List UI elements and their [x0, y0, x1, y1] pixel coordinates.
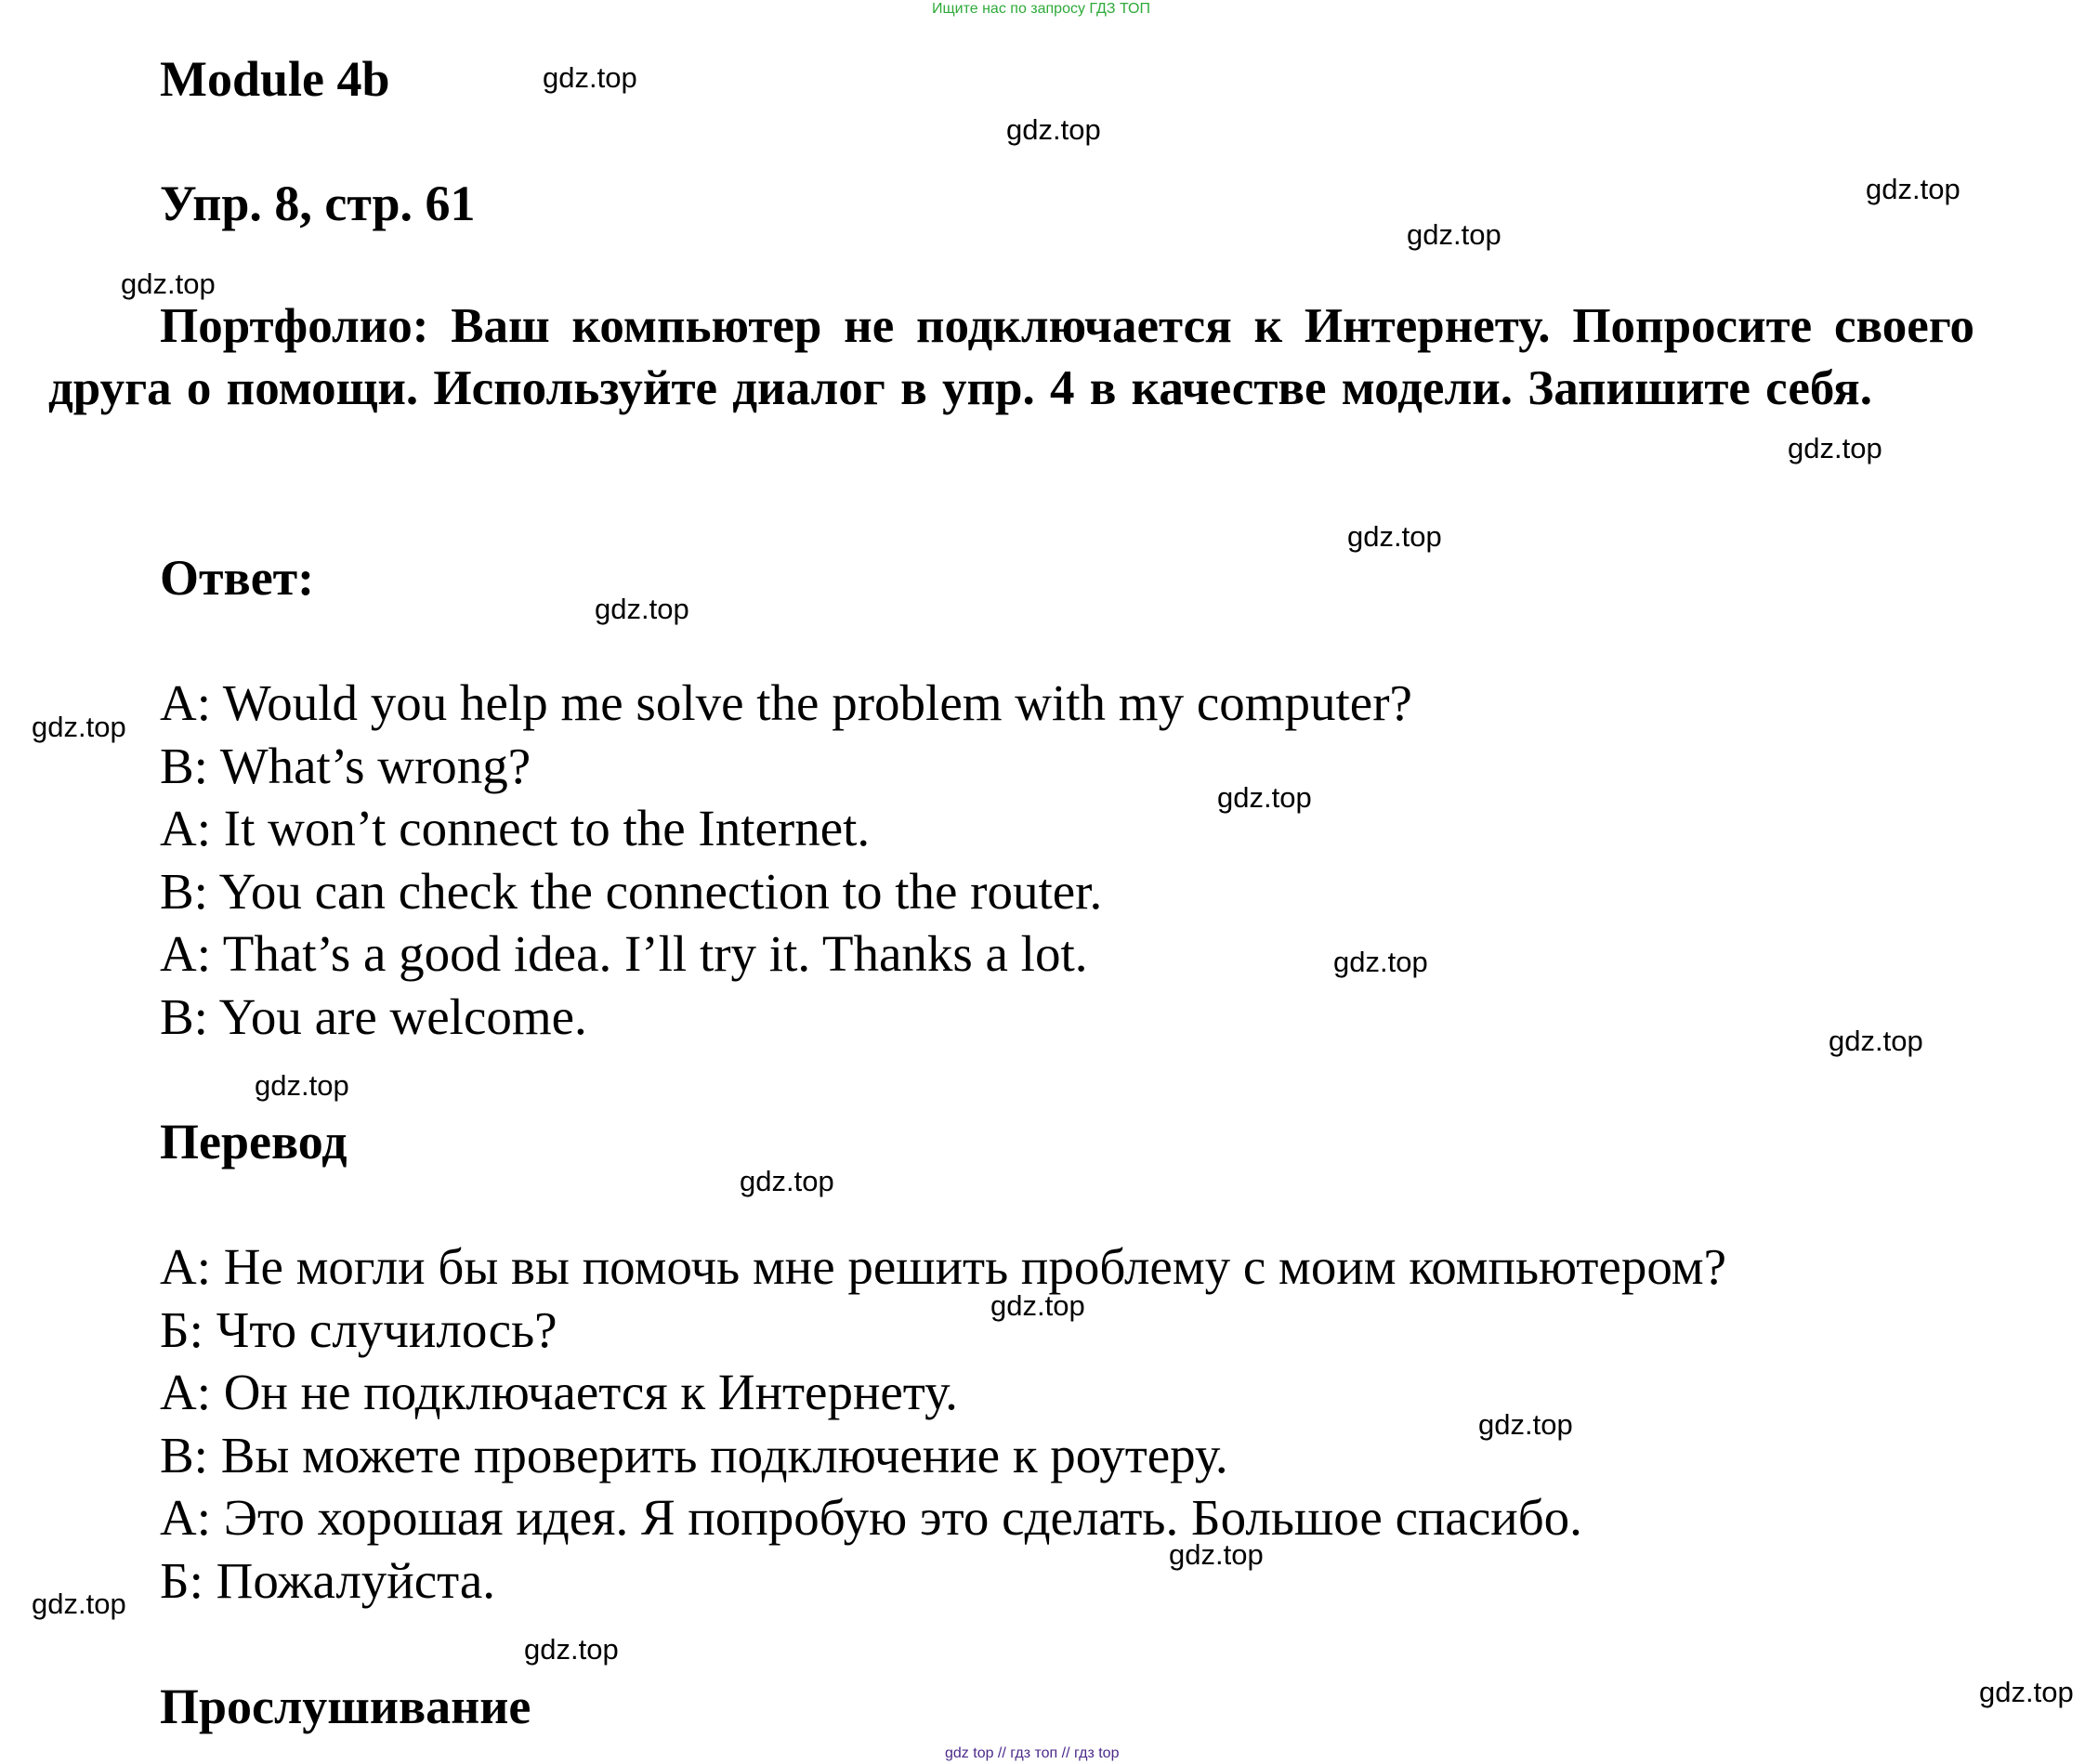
- watermark: gdz.top: [1169, 1538, 1264, 1571]
- dialog-line: В: Вы можете проверить подключение к роутеру.: [160, 1426, 1228, 1483]
- watermark: gdz.top: [1866, 173, 1960, 205]
- answer-heading: Ответ:: [160, 550, 315, 606]
- dialog-line: B: You can check the connection to the router.: [160, 862, 1103, 920]
- watermark: gdz.top: [1333, 946, 1428, 978]
- dialog-line: А: Он не подключается к Интернету.: [160, 1364, 958, 1420]
- dialog-line: Б: Пожалуйста.: [160, 1551, 496, 1609]
- listening-heading: Прослушивание: [160, 1679, 531, 1734]
- watermark: gdz.top: [1006, 113, 1101, 146]
- module-title: Module 4b: [160, 51, 390, 107]
- watermark: gdz.top: [1478, 1408, 1573, 1441]
- watermark: gdz.top: [1788, 432, 1882, 464]
- dialog-line: А: Это хорошая идея. Я попробую это сделать. Большое спасибо.: [160, 1489, 1582, 1546]
- watermark: gdz.top: [1979, 1676, 2074, 1708]
- dialog-line: B: What’s wrong?: [160, 737, 531, 794]
- watermark: gdz.top: [32, 711, 126, 743]
- task-statement: Портфолио: Ваш компьютер не подключается к Интернету. Попросите своего друга о помощи. Используйте диалог в упр. 4 в качестве модели. Запишите себя.: [48, 299, 1974, 415]
- translation-heading: Перевод: [160, 1114, 347, 1169]
- dialog-line: B: You are welcome.: [160, 987, 587, 1045]
- watermark: gdz.top: [1347, 520, 1442, 553]
- watermark: gdz.top: [740, 1165, 834, 1197]
- dialog-line: Б: Что случилось?: [160, 1300, 557, 1358]
- dialog-line: А: Не могли бы вы помочь мне решить проблему с моим компьютером?: [160, 1238, 1727, 1295]
- watermark: gdz.top: [524, 1633, 619, 1666]
- dialog-line: A: Would you help me solve the problem with my computer?: [160, 674, 1412, 731]
- dialog-english: [160, 672, 1412, 1048]
- top-banner: Ищите нас по запросу ГДЗ ТОП: [932, 1, 1150, 17]
- watermark: gdz.top: [1829, 1025, 1923, 1057]
- watermark: gdz.top: [255, 1069, 349, 1102]
- bottom-banner: gdz top // гдз топ // гдз top: [945, 1745, 1120, 1761]
- exercise-reference: Упр. 8, стр. 61: [160, 176, 476, 231]
- watermark: gdz.top: [990, 1289, 1085, 1322]
- watermark: gdz.top: [32, 1588, 126, 1620]
- watermark: gdz.top: [1407, 218, 1501, 251]
- watermark: gdz.top: [543, 61, 637, 94]
- dialog-line: A: That’s a good idea. I’ll try it. Thanks a lot.: [160, 925, 1088, 982]
- watermark: gdz.top: [595, 593, 689, 625]
- watermark: gdz.top: [121, 268, 216, 300]
- dialog-line: A: It won’t connect to the Internet.: [160, 800, 871, 856]
- watermark: gdz.top: [1217, 781, 1312, 814]
